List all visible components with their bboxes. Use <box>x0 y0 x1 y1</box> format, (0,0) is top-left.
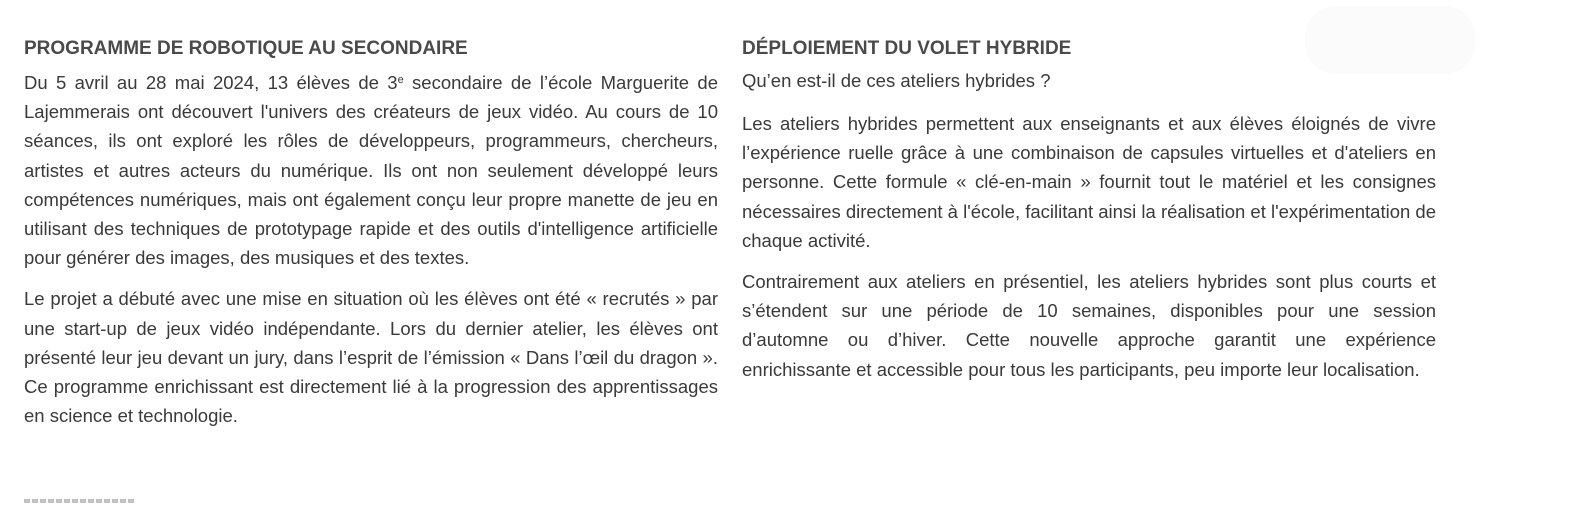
robotics-program-section <box>24 36 718 442</box>
hybrid-deployment-section <box>742 36 1436 396</box>
robotics-program-paragraph-1 <box>24 68 718 272</box>
hybrid-deployment-heading: DÉPLOIEMENT DU VOLET HYBRIDE <box>742 38 1072 59</box>
paragraph-text-start: Du 5 avril au 28 mai 2024, 13 élèves de 3 <box>24 72 398 93</box>
hybrid-deployment-paragraph-2: Contrairement aux ateliers en présentiel, les ateliers hybrides sont plus courts et s’étendent sur une période de 10 semaines, disponibles pour une session d’automne ou d’hiver. Cette nouvelle approche garantit une expérience enrichissante et accessible pour tous les participants, peu importe leur localisation. <box>742 271 1436 380</box>
paragraph-text-end: secondaire de l’école Marguerite de Lajemmerais ont découvert l'univers des créateurs de jeux vidéo. Au cours de 10 séances, ils ont exploré les rôles de développeurs, programmeurs, chercheurs, artistes et autres acteurs du numérique. Ils ont non seulement développé leurs compétences numériques, mais ont également conçu leur propre manette de jeu en utilisant des techniques de prototypage rapide et des outils d'intelligence artificielle pour générer des images, des musiques et des textes. <box>24 72 719 269</box>
hybrid-deployment-subheading: Qu’en est-il de ces ateliers hybrides ? <box>742 70 1051 91</box>
robotics-program-paragraph-2: Le projet a débuté avec une mise en situation où les élèves ont été « recrutés » par une start-up de jeux vidéo indépendante. Lors du dernier atelier, les élèves ont présenté leur jeu devant un jury, dans l’esprit de l’émission « Dans l’œil du dragon ». Ce programme enrichissant est directement lié à la progression des apprentissages en science et technologie. <box>24 288 718 427</box>
ordinal-superscript: e <box>397 74 404 86</box>
cropped-text-fragment <box>24 499 136 503</box>
hybrid-deployment-paragraph-1: Les ateliers hybrides permettent aux enseignants et aux élèves éloignés de vivre l’expérience ruelle grâce à une combinaison de capsules virtuelles et d'ateliers en personne. Cette formule « clé-en-main » fournit tout le matériel et les consignes nécessaires directement à l'école, facilitant ainsi la réalisation et l'expérimentation de chaque activité. <box>742 113 1436 251</box>
robotics-program-heading: PROGRAMME DE ROBOTIQUE AU SECONDAIRE <box>24 38 468 59</box>
